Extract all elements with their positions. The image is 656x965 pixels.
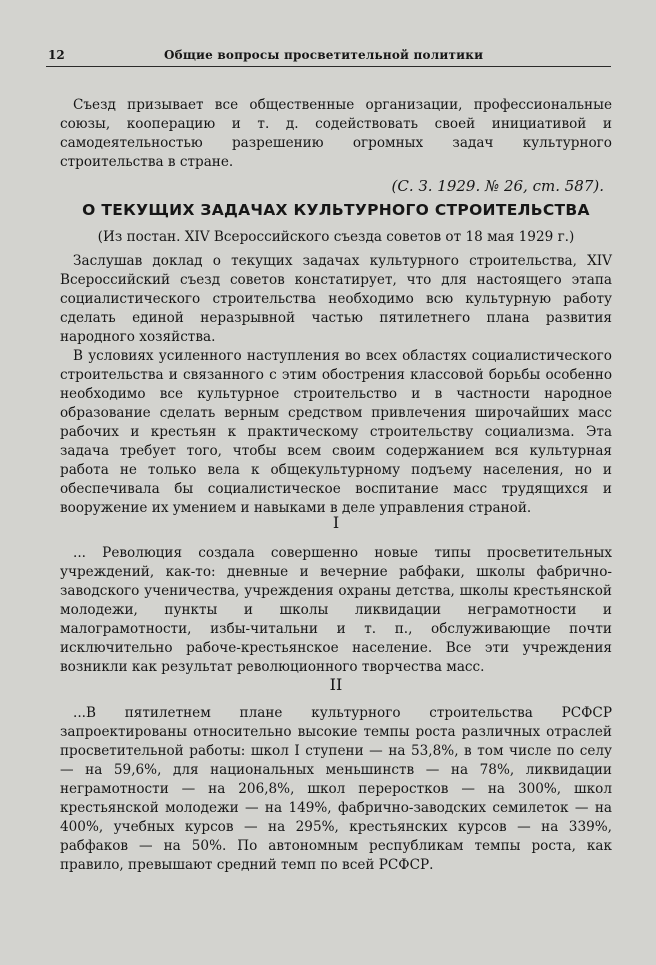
- page-number: 12: [48, 48, 65, 62]
- running-title: Общие вопросы просветительной политики: [164, 48, 484, 62]
- article-source: (Из постан. XIV Всероссийского съезда советов от 18 мая 1929 г.): [97, 229, 575, 245]
- section-heading-1: I: [332, 513, 340, 532]
- intro-paragraph: Съезд призывает все общественные организации, профессиональные союзы, кооперацию и т. д. содействовать своей инициативой и самодеятельностью разрешению огромных задач культурного строительства в стране.: [60, 97, 612, 170]
- page-header: [46, 46, 611, 67]
- section-1-body: [60, 544, 612, 677]
- section-heading-2: II: [329, 675, 343, 694]
- body-paragraph-1: Заслушав доклад о текущих задачах культурного строительства, XIV Всероссийский съезд советов констатирует, что для настоящего этапа социалистического строительства необходимо всю культурную работу сделать единой неразрывной частью пятилетнего плана развития народного хозяйства.: [60, 253, 612, 345]
- citation: (С. З. 1929. № 26, ст. 587).: [391, 177, 604, 195]
- body-paragraph-2: В условиях усиленного наступления во всех областях социалистического строительства и связанного с этим обострения классовой борьбы особенно необходимо все культурное строительство и в частности народное образование сделать верным средством привлечения широчайших масс рабочих и крестьян к практическому строительству социализма. Эта задача требует того, чтобы всем своим содержанием вся культурная работа не только вела к общекультурному подъему населения, но и обеспечивала бы социалистическое воспитание масс трудящихся и вооружение их умением и навыками в деле управления страной.: [60, 348, 612, 516]
- article-title: О ТЕКУЩИХ ЗАДАЧАХ КУЛЬТУРНОГО СТРОИТЕЛЬСТВА: [82, 201, 590, 219]
- section-1-paragraph: ... Революция создала совершенно новые типы просветительных учреждений, как-то: дневные и вечерние рабфаки, школы фабрично-заводского ученичества, учреждения охраны детства, школы крестьянской молодежи, пункты и школы ликвидации неграмотности и малограмотности, избы-читальни и т. п., обслуживающие почти исключительно рабоче-крестьянское население. Все эти учреждения возникли как результат революционного творчества масс.: [60, 545, 612, 675]
- section-2-body: [60, 704, 612, 875]
- section-2-paragraph: ...В пятилетнем плане культурного строительства РСФСР запроектированы относительно высокие темпы роста различных отраслей просветительной работы: школ I ступени — на 53,8%, в том числе по селу — на 59,6%, для национальных меньшинств — на 78%, ликвидации неграмотности — на 206,8%, школ переростков — на 300%, школ крестьянской молодежи — на 149%, фабрично-заводских семилеток — на 400%, учебных курсов — на 295%, крестьянских курсов — на 339%, рабфаков — на 50%. По автономным республикам темпы роста, как правило, превышают средний темп по всей РСФСР.: [60, 705, 612, 873]
- article-body: [60, 252, 612, 518]
- intro-block: [60, 96, 612, 195]
